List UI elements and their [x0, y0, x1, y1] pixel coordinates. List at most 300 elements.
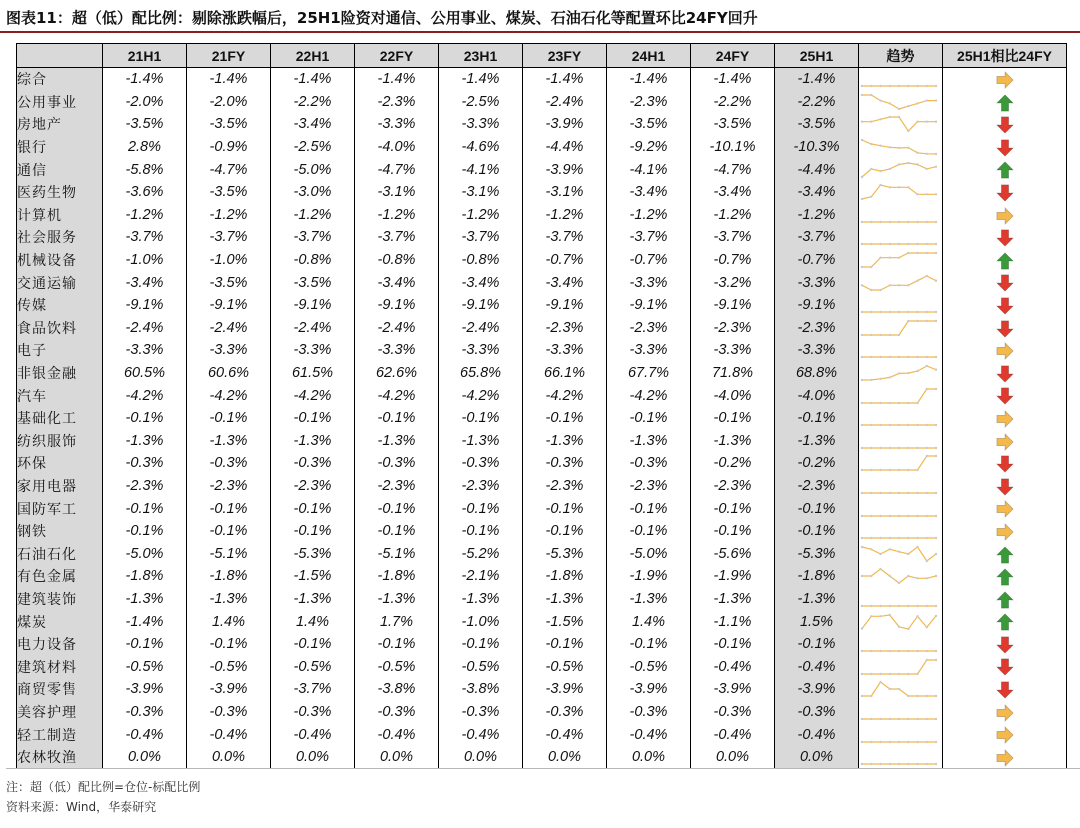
value-cell: -2.0%	[187, 91, 271, 114]
sparkline	[859, 363, 939, 383]
value-cell: -1.4%	[691, 68, 775, 91]
trend-cell	[859, 136, 943, 159]
value-cell: -0.3%	[103, 452, 187, 475]
sparkline-point	[879, 615, 881, 617]
sparkline-point	[898, 116, 900, 118]
value-cell: -3.7%	[439, 226, 523, 249]
sparkline-point	[889, 221, 891, 223]
sparkline	[859, 679, 939, 699]
sparkline-point	[916, 492, 918, 494]
value-cell: -1.0%	[187, 249, 271, 272]
value-cell: -0.1%	[775, 633, 859, 656]
value-cell: -0.3%	[607, 452, 691, 475]
value-cell: -4.7%	[691, 158, 775, 181]
table-row	[17, 633, 1067, 656]
value-cell: -1.4%	[187, 68, 271, 91]
red-down-arrow-icon	[996, 454, 1014, 473]
red-down-arrow-icon	[996, 386, 1014, 405]
sparkline-point	[870, 673, 872, 675]
sparkline	[859, 340, 939, 360]
value-cell: -0.3%	[523, 452, 607, 475]
sparkline-point	[898, 356, 900, 358]
value-cell: 1.4%	[607, 610, 691, 633]
value-cell: -1.9%	[691, 565, 775, 588]
arrow-shape	[996, 546, 1012, 562]
orange-right-arrow-icon	[996, 747, 1014, 766]
value-cell: -1.3%	[187, 588, 271, 611]
value-cell: -4.2%	[439, 384, 523, 407]
arrow-shape	[996, 637, 1012, 653]
value-cell: 0.0%	[103, 746, 187, 769]
sparkline-point	[907, 311, 909, 313]
green-up-arrow-icon	[996, 567, 1014, 586]
orange-right-arrow-icon	[996, 341, 1014, 360]
sparkline-point	[870, 650, 872, 652]
table-row	[17, 746, 1067, 769]
allocation-table	[16, 43, 1067, 769]
sparkline-point	[889, 740, 891, 742]
value-cell: -0.7%	[523, 249, 607, 272]
value-cell: -0.1%	[691, 407, 775, 430]
sparkline-point	[898, 582, 900, 584]
trend-cell	[859, 633, 943, 656]
sparkline-point	[889, 688, 891, 690]
sparkline-point	[870, 575, 872, 577]
value-cell: -9.1%	[187, 294, 271, 317]
sparkline-point	[870, 334, 872, 336]
value-cell: -0.3%	[691, 701, 775, 724]
value-cell: -0.1%	[271, 633, 355, 656]
sparkline-point	[879, 424, 881, 426]
value-cell: -9.1%	[607, 294, 691, 317]
sparkline	[859, 612, 939, 632]
sparkline-point	[907, 469, 909, 471]
compare-cell	[943, 158, 1067, 181]
sparkline-point	[907, 284, 909, 286]
value-cell: -0.1%	[775, 497, 859, 520]
sparkline-point	[916, 695, 918, 697]
green-up-arrow-icon	[996, 160, 1014, 179]
sparkline-point	[870, 356, 872, 358]
value-cell: -3.9%	[187, 678, 271, 701]
value-cell: -3.3%	[439, 339, 523, 362]
sparkline-point	[926, 492, 928, 494]
sparkline-point	[898, 221, 900, 223]
trend-cell	[859, 249, 943, 272]
value-cell: -2.0%	[103, 91, 187, 114]
value-cell: -1.2%	[187, 204, 271, 227]
sparkline-point	[916, 615, 918, 617]
value-cell: -4.1%	[439, 158, 523, 181]
sparkline-point	[935, 614, 937, 616]
value-cell: -2.4%	[439, 317, 523, 340]
sparkline-point	[898, 108, 900, 110]
value-cell: -9.1%	[691, 294, 775, 317]
sparkline-point	[916, 320, 918, 322]
value-cell: -3.8%	[439, 678, 523, 701]
value-cell: -3.3%	[775, 271, 859, 294]
arrow-shape	[996, 343, 1012, 359]
sparkline-point	[907, 514, 909, 516]
value-cell: -9.1%	[439, 294, 523, 317]
arrow-shape	[996, 433, 1012, 449]
value-cell: -3.4%	[775, 181, 859, 204]
sparkline-point	[926, 650, 928, 652]
sparkline-point	[879, 288, 881, 290]
value-cell: -1.4%	[439, 68, 523, 91]
compare-cell	[943, 746, 1067, 769]
value-cell: -0.3%	[439, 452, 523, 475]
column-header: 24FY	[691, 44, 775, 68]
value-cell: -3.1%	[439, 181, 523, 204]
value-cell: -1.4%	[271, 68, 355, 91]
sparkline-point	[935, 605, 937, 607]
sparkline-point	[870, 740, 872, 742]
table-row	[17, 678, 1067, 701]
compare-cell	[943, 723, 1067, 746]
trend-cell	[859, 746, 943, 769]
sparkline-point	[861, 121, 863, 123]
sparkline-point	[898, 257, 900, 259]
value-cell: -1.4%	[355, 68, 439, 91]
sparkline-point	[870, 401, 872, 403]
compare-cell	[943, 497, 1067, 520]
sparkline	[859, 408, 939, 428]
value-cell: -0.1%	[103, 407, 187, 430]
sparkline-point	[889, 102, 891, 104]
sparkline-point	[898, 763, 900, 765]
value-cell: -3.9%	[523, 158, 607, 181]
value-cell: -0.3%	[187, 452, 271, 475]
trend-cell	[859, 452, 943, 475]
sparkline-point	[926, 577, 928, 579]
sparkline-point	[926, 718, 928, 720]
sparkline-point	[916, 514, 918, 516]
sparkline-point	[889, 613, 891, 615]
value-cell: -2.1%	[439, 565, 523, 588]
value-cell: -3.4%	[355, 271, 439, 294]
table-row	[17, 158, 1067, 181]
value-cell: -2.3%	[523, 317, 607, 340]
sparkline-point	[861, 311, 863, 313]
sparkline-point	[926, 121, 928, 123]
red-down-arrow-icon	[996, 183, 1014, 202]
table-row	[17, 497, 1067, 520]
value-cell: -0.5%	[355, 655, 439, 678]
column-header: 24H1	[607, 44, 691, 68]
sparkline-path	[862, 547, 936, 561]
sparkline-point	[935, 553, 937, 555]
value-cell: -10.1%	[691, 136, 775, 159]
sparkline-point	[861, 575, 863, 577]
trend-cell	[859, 678, 943, 701]
sparkline	[859, 634, 939, 654]
sparkline	[859, 386, 939, 406]
value-cell: -5.1%	[187, 542, 271, 565]
compare-cell	[943, 384, 1067, 407]
value-cell: -3.3%	[775, 339, 859, 362]
value-cell: -1.3%	[439, 588, 523, 611]
sparkline-point	[907, 447, 909, 449]
value-cell: -1.3%	[439, 430, 523, 453]
sparkline-point	[879, 650, 881, 652]
sparkline-point	[898, 605, 900, 607]
table-row	[17, 226, 1067, 249]
value-cell: -0.1%	[523, 407, 607, 430]
value-cell: -4.2%	[523, 384, 607, 407]
value-cell: -3.3%	[103, 339, 187, 362]
table-row	[17, 317, 1067, 340]
value-cell: -0.5%	[187, 655, 271, 678]
table-row	[17, 520, 1067, 543]
sparkline-point	[907, 763, 909, 765]
trend-cell	[859, 204, 943, 227]
value-cell: -9.1%	[523, 294, 607, 317]
sparkline-point	[879, 492, 881, 494]
value-cell: -1.3%	[271, 430, 355, 453]
row-label: 社会服务	[17, 226, 103, 249]
trend-cell	[859, 339, 943, 362]
sparkline-point	[935, 252, 937, 254]
sparkline-path	[862, 569, 936, 583]
value-cell: -3.3%	[607, 339, 691, 362]
sparkline-point	[926, 243, 928, 245]
row-label: 电子	[17, 339, 103, 362]
value-cell: -3.7%	[103, 226, 187, 249]
arrow-shape	[996, 569, 1012, 585]
sparkline-point	[935, 121, 937, 123]
sparkline-point	[926, 763, 928, 765]
sparkline-point	[889, 469, 891, 471]
arrow-shape	[996, 230, 1012, 246]
value-cell: -1.2%	[523, 204, 607, 227]
value-cell: -1.3%	[775, 588, 859, 611]
sparkline-point	[879, 334, 881, 336]
value-cell: -0.1%	[187, 497, 271, 520]
sparkline-point	[879, 763, 881, 765]
value-cell: -4.2%	[271, 384, 355, 407]
sparkline-point	[935, 424, 937, 426]
sparkline-point	[870, 718, 872, 720]
row-label: 公用事业	[17, 91, 103, 114]
sparkline-point	[879, 170, 881, 172]
sparkline-point	[861, 424, 863, 426]
value-cell: -5.3%	[523, 542, 607, 565]
value-cell: -0.1%	[775, 520, 859, 543]
row-label: 轻工制造	[17, 723, 103, 746]
arrow-shape	[996, 411, 1012, 427]
value-cell: -0.4%	[355, 723, 439, 746]
sparkline-point	[861, 356, 863, 358]
trend-cell	[859, 588, 943, 611]
compare-cell	[943, 633, 1067, 656]
value-cell: -1.3%	[355, 430, 439, 453]
value-cell: -2.3%	[607, 317, 691, 340]
value-cell: -2.4%	[523, 91, 607, 114]
arrow-shape	[996, 659, 1012, 675]
sparkline-point	[916, 279, 918, 281]
sparkline-point	[861, 379, 863, 381]
table-row	[17, 610, 1067, 633]
red-down-arrow-icon	[996, 476, 1014, 495]
sparkline-point	[898, 401, 900, 403]
compare-cell	[943, 294, 1067, 317]
sparkline-point	[898, 537, 900, 539]
sparkline-point	[898, 163, 900, 165]
sparkline-point	[916, 193, 918, 195]
value-cell: -4.2%	[187, 384, 271, 407]
sparkline-point	[898, 514, 900, 516]
sparkline-point	[889, 492, 891, 494]
sparkline-point	[916, 740, 918, 742]
value-cell: -3.3%	[523, 339, 607, 362]
value-cell: 0.0%	[355, 746, 439, 769]
value-cell: 0.0%	[523, 746, 607, 769]
table-row	[17, 655, 1067, 678]
value-cell: -0.1%	[187, 520, 271, 543]
value-cell: -0.3%	[187, 701, 271, 724]
arrow-shape	[996, 320, 1012, 336]
value-cell: 68.8%	[775, 362, 859, 385]
sparkline-point	[907, 650, 909, 652]
compare-cell	[943, 542, 1067, 565]
value-cell: -3.9%	[523, 678, 607, 701]
orange-right-arrow-icon	[996, 205, 1014, 224]
sparkline-point	[889, 514, 891, 516]
sparkline-point	[935, 537, 937, 539]
value-cell: -2.3%	[271, 475, 355, 498]
sparkline-point	[916, 537, 918, 539]
sparkline-point	[926, 387, 928, 389]
arrow-shape	[996, 95, 1012, 111]
sparkline-point	[916, 763, 918, 765]
sparkline-point	[935, 369, 937, 371]
arrow-shape	[996, 456, 1012, 472]
trend-cell	[859, 723, 943, 746]
trend-cell	[859, 294, 943, 317]
sparkline	[859, 453, 939, 473]
sparkline-point	[879, 311, 881, 313]
sparkline-point	[861, 243, 863, 245]
value-cell: -2.3%	[691, 317, 775, 340]
sparkline-point	[907, 147, 909, 149]
sparkline-point	[898, 243, 900, 245]
sparkline-point	[926, 320, 928, 322]
sparkline-point	[935, 311, 937, 313]
value-cell: -0.5%	[523, 655, 607, 678]
arrow-shape	[996, 727, 1012, 743]
compare-cell	[943, 181, 1067, 204]
value-cell: -5.0%	[271, 158, 355, 181]
value-cell: -2.3%	[607, 475, 691, 498]
column-header: 23FY	[523, 44, 607, 68]
red-down-arrow-icon	[996, 115, 1014, 134]
sparkline-point	[879, 243, 881, 245]
table-row	[17, 430, 1067, 453]
arrow-shape	[996, 162, 1012, 178]
sparkline-point	[879, 568, 881, 570]
value-cell: -0.1%	[355, 497, 439, 520]
value-cell: -0.1%	[607, 520, 691, 543]
sparkline-point	[889, 356, 891, 358]
sparkline-point	[898, 688, 900, 690]
value-cell: -0.3%	[439, 701, 523, 724]
sparkline-point	[870, 379, 872, 381]
value-cell: -5.8%	[103, 158, 187, 181]
value-cell: -2.2%	[271, 91, 355, 114]
sparkline-point	[916, 577, 918, 579]
red-down-arrow-icon	[996, 295, 1014, 314]
value-cell: -4.2%	[355, 384, 439, 407]
sparkline-path	[862, 389, 936, 403]
value-cell: -0.2%	[775, 452, 859, 475]
value-cell: -3.5%	[691, 113, 775, 136]
compare-cell	[943, 701, 1067, 724]
compare-cell	[943, 68, 1067, 91]
sparkline-point	[870, 537, 872, 539]
value-cell: -1.3%	[103, 430, 187, 453]
sparkline-point	[935, 659, 937, 661]
sparkline-point	[861, 763, 863, 765]
sparkline-point	[926, 626, 928, 628]
value-cell: -0.7%	[607, 249, 691, 272]
compare-cell	[943, 91, 1067, 114]
sparkline-point	[861, 284, 863, 286]
sparkline	[859, 205, 939, 225]
sparkline-point	[907, 627, 909, 629]
sparkline-path	[862, 117, 936, 131]
value-cell: -0.1%	[271, 407, 355, 430]
sparkline-point	[907, 553, 909, 555]
sparkline-point	[926, 221, 928, 223]
arrow-shape	[996, 592, 1012, 608]
green-up-arrow-icon	[996, 92, 1014, 111]
sparkline-path	[862, 456, 936, 470]
row-label: 非银金融	[17, 362, 103, 385]
value-cell: -2.5%	[439, 91, 523, 114]
sparkline-point	[861, 198, 863, 200]
value-cell: 67.7%	[607, 362, 691, 385]
table-row	[17, 362, 1067, 385]
value-cell: -0.1%	[187, 407, 271, 430]
value-cell: -0.1%	[439, 520, 523, 543]
red-down-arrow-icon	[996, 363, 1014, 382]
arrow-shape	[996, 705, 1012, 721]
sparkline-point	[889, 650, 891, 652]
value-cell: -4.7%	[355, 158, 439, 181]
value-cell: 0.0%	[775, 746, 859, 769]
sparkline-point	[916, 546, 918, 548]
trend-cell	[859, 384, 943, 407]
sparkline-point	[870, 695, 872, 697]
value-cell: 60.5%	[103, 362, 187, 385]
sparkline-point	[916, 650, 918, 652]
table-row	[17, 565, 1067, 588]
compare-cell	[943, 452, 1067, 475]
value-cell: -5.3%	[271, 542, 355, 565]
sparkline-point	[926, 455, 928, 457]
value-cell: -3.7%	[187, 226, 271, 249]
table-row	[17, 271, 1067, 294]
sparkline-point	[916, 252, 918, 254]
sparkline-point	[907, 401, 909, 403]
value-cell: -4.4%	[775, 158, 859, 181]
trend-cell	[859, 542, 943, 565]
sparkline-point	[898, 625, 900, 627]
sparkline-point	[935, 356, 937, 358]
sparkline	[859, 702, 939, 722]
sparkline-point	[898, 424, 900, 426]
